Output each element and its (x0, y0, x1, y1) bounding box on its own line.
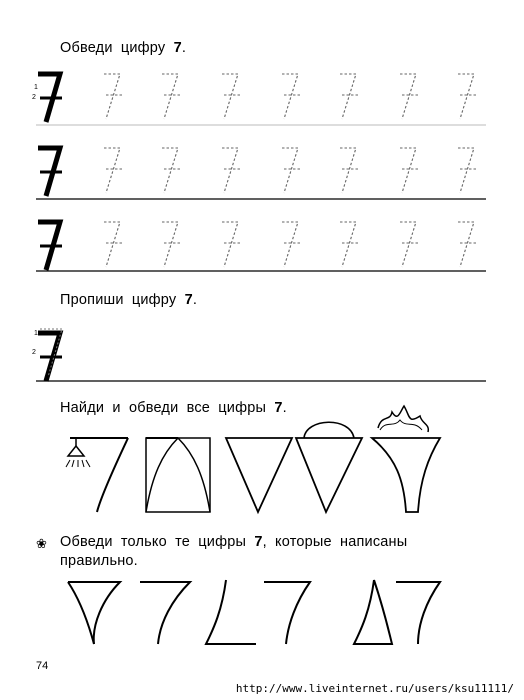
variant-seven-3 (206, 580, 256, 644)
box-arch-seven (146, 438, 210, 512)
task-write-text: Пропиши цифру (60, 292, 177, 308)
task-find-text: Найди и обведи все цифры (60, 400, 267, 416)
variant-seven-5 (354, 580, 392, 644)
dotted-seven-digit (340, 74, 358, 119)
trace-row-1 (38, 74, 476, 122)
variant-seven-4 (264, 582, 310, 644)
shower-seven (66, 438, 128, 512)
dotted-seven-digit (222, 222, 240, 267)
dotted-seven-digit (162, 222, 180, 267)
task-correct-digit: 7 (254, 534, 263, 550)
dotted-seven-digit (104, 222, 122, 267)
stroke-hint-one-b: 1 (34, 330, 38, 337)
task-trace-digit: 7 (173, 40, 182, 56)
dotted-seven-digit (282, 148, 300, 193)
variant-seven-1 (68, 582, 120, 644)
flower-icon: ❀ (36, 536, 47, 551)
dotted-seven-digit (400, 74, 418, 119)
trace-row-2 (38, 148, 476, 196)
sample-seven-digit (38, 74, 62, 122)
page-number: 74 (36, 660, 49, 672)
footer-url[interactable]: http://www.liveinternet.ru/users/ksu11111/ (235, 682, 514, 695)
dotted-seven-digit (400, 222, 418, 267)
dotted-seven-digit (282, 222, 300, 267)
task-correct-line2: правильно. (60, 553, 138, 569)
dotted-seven-digit (162, 148, 180, 193)
task-trace-text: Обведи цифру (60, 40, 166, 56)
icecream-seven (296, 422, 362, 512)
task-write-end: . (192, 292, 198, 308)
dotted-seven-digit (282, 74, 300, 119)
variant-seven-2 (140, 582, 190, 644)
task-trace-end: . (181, 40, 187, 56)
dotted-seven-digit (458, 222, 476, 267)
trace-row-3 (38, 222, 476, 270)
dotted-seven-digit (458, 148, 476, 193)
write-sample-digit (38, 329, 62, 381)
torch-seven (372, 406, 440, 512)
stroke-hint-two: 2 (32, 94, 36, 101)
task-find-end: . (282, 400, 287, 416)
sample-seven-digit (38, 148, 62, 196)
dotted-seven-digit (222, 74, 240, 119)
dotted-seven-digit (400, 148, 418, 193)
stroke-hint-two-b: 2 (32, 349, 36, 356)
sample-seven-digit (38, 222, 62, 270)
task-correct-text-a: Обведи только те цифры (60, 534, 247, 550)
task-find-digit: 7 (274, 400, 283, 416)
dotted-seven-digit (340, 222, 358, 267)
dotted-seven-digit (162, 74, 180, 119)
triangle-seven (226, 438, 292, 512)
dotted-seven-digit (340, 148, 358, 193)
dotted-seven-digit (222, 148, 240, 193)
stroke-hint-one: 1 (34, 84, 38, 91)
dotted-seven-digit (104, 148, 122, 193)
dotted-seven-digit (458, 74, 476, 119)
dotted-seven-digit (104, 74, 122, 119)
variant-seven-6 (396, 582, 440, 644)
task-write-digit: 7 (184, 292, 193, 308)
task-correct-text-b: , которые написаны (262, 534, 408, 550)
